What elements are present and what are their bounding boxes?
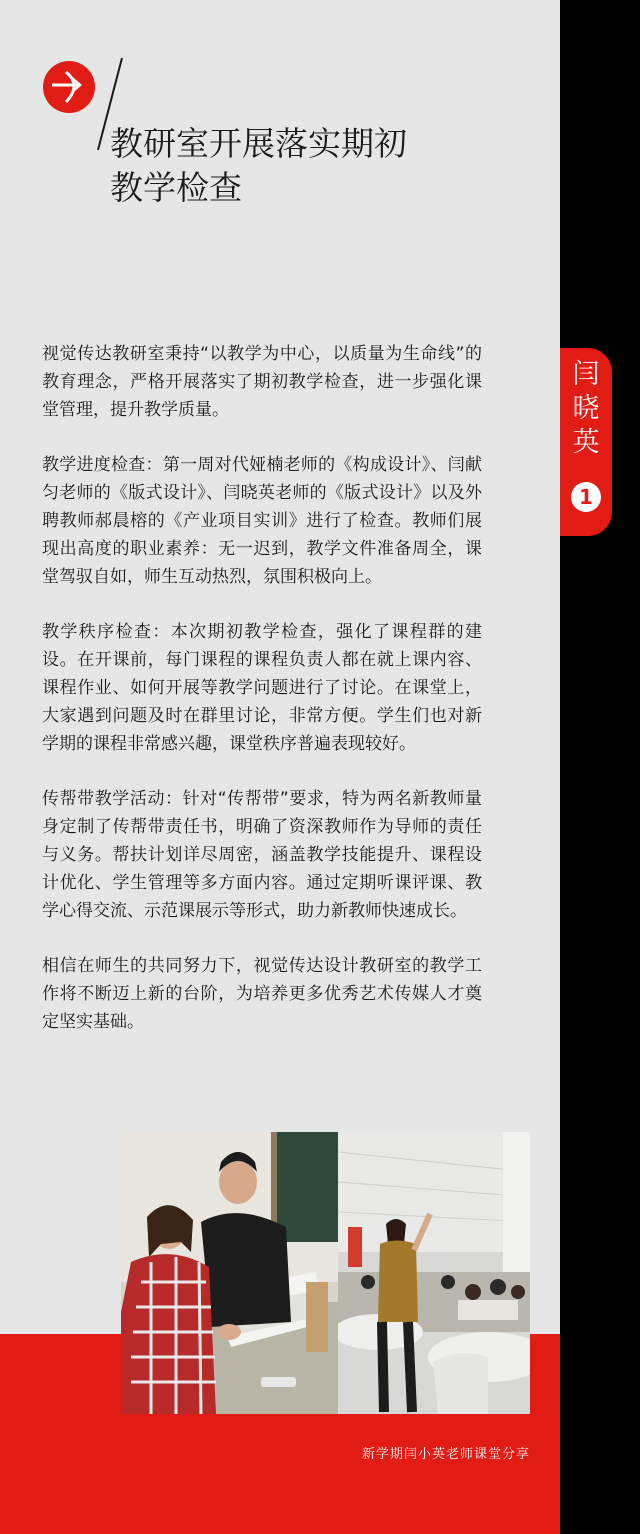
photo-classroom: [338, 1132, 530, 1414]
paragraph-mentoring: 传帮带教学活动：针对“传帮带”要求，特为两名新教师量身定制了传帮带责任书，明确了资深教师作为导师的责任与义务。帮扶计划详尽周密，涵盖教学技能提升、课程设计优化、学生管理等多方面内容。通过定期听课评课、教学心得交流、示范课展示等形式，助力新教师快速成长。: [42, 789, 482, 921]
author-tab: [560, 348, 612, 536]
paragraph-progress-check: 教学进度检查：第一周对代娅楠老师的《构成设计》、闫献匀老师的《版式设计》、闫晓英老师的《版式设计》以及外聘教师郝晨榕的《产业项目实训》进行了检查。教师们展现出高度的职业素养：无一迟到，教学文件准备周全，课堂驾驭自如，师生互动热烈，氛围积极向上。: [42, 455, 482, 587]
author-name-char: 英: [572, 427, 600, 458]
title-line-2: 教学检查: [110, 168, 242, 207]
author-number-badge: 1: [571, 482, 601, 512]
article-body: [42, 340, 482, 1063]
author-name: [560, 358, 612, 460]
paragraph-intro: 视觉传达教研室秉持“以教学为中心，以质量为生命线”的教育理念，严格开展落实了期初教学检查，进一步强化课堂管理，提升教学质量。: [42, 344, 482, 420]
right-black-band: [560, 0, 640, 1534]
photo-caption: 新学期闫小英老师课堂分享: [361, 1447, 530, 1462]
photo-teacher-student: [121, 1132, 338, 1414]
paragraph-conclusion: 相信在师生的共同努力下，视觉传达设计教研室的教学工作将不断迈上新的台阶，为培养更多优秀艺术传媒人才奠定坚实基础。: [42, 956, 482, 1032]
circle-arrow-right-icon: [42, 60, 96, 114]
author-name-char: 闫: [572, 359, 600, 390]
author-name-char: 晓: [572, 393, 600, 424]
title-line-1: 教研室开展落实期初: [110, 124, 407, 163]
paragraph-order-check: 教学秩序检查：本次期初教学检查，强化了课程群的建设。在开课前，每门课程的课程负责人都在就上课内容、课程作业、如何开展等教学问题进行了讨论。在课堂上，大家遇到问题及时在群里讨论，非常方便。学生们也对新学期的课程非常感兴趣，课堂秩序普遍表现较好。: [42, 622, 482, 754]
page-title: [110, 122, 530, 210]
